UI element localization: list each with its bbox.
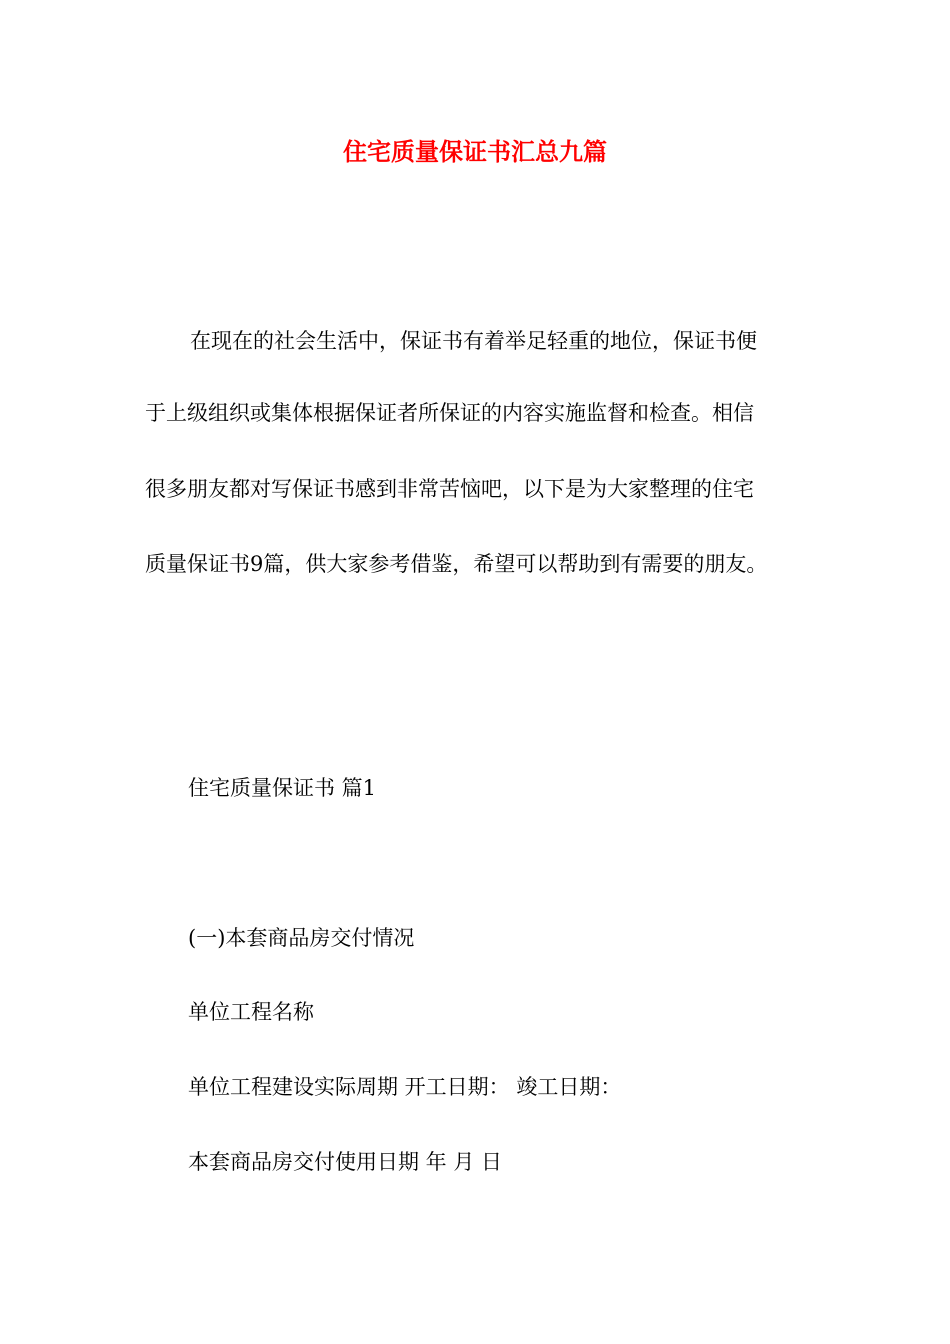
section-heading: 住宅质量保证书 篇1: [188, 776, 377, 800]
item-line-4: 本套商品房交付使用日期 年 月 日: [188, 1150, 503, 1174]
item-line-2: 单位工程名称: [188, 1000, 314, 1024]
intro-line-3: 很多朋友都对写保证书感到非常苦恼吧，以下是为大家整理的住宅: [145, 477, 754, 501]
intro-line-4: 质量保证书9篇，供大家参考借鉴，希望可以帮助到有需要的朋友。: [145, 552, 768, 576]
intro-line-2: 于上级组织或集体根据保证者所保证的内容实施监督和检查。相信: [145, 401, 754, 425]
item-line-3: 单位工程建设实际周期 开工日期： 竣工日期：: [188, 1075, 622, 1099]
intro-line-1: 在现在的社会生活中，保证书有着举足轻重的地位，保证书便: [190, 329, 757, 353]
item-line-1: (一)本套商品房交付情况: [188, 926, 415, 950]
document-title: 住宅质量保证书汇总九篇: [343, 137, 607, 166]
